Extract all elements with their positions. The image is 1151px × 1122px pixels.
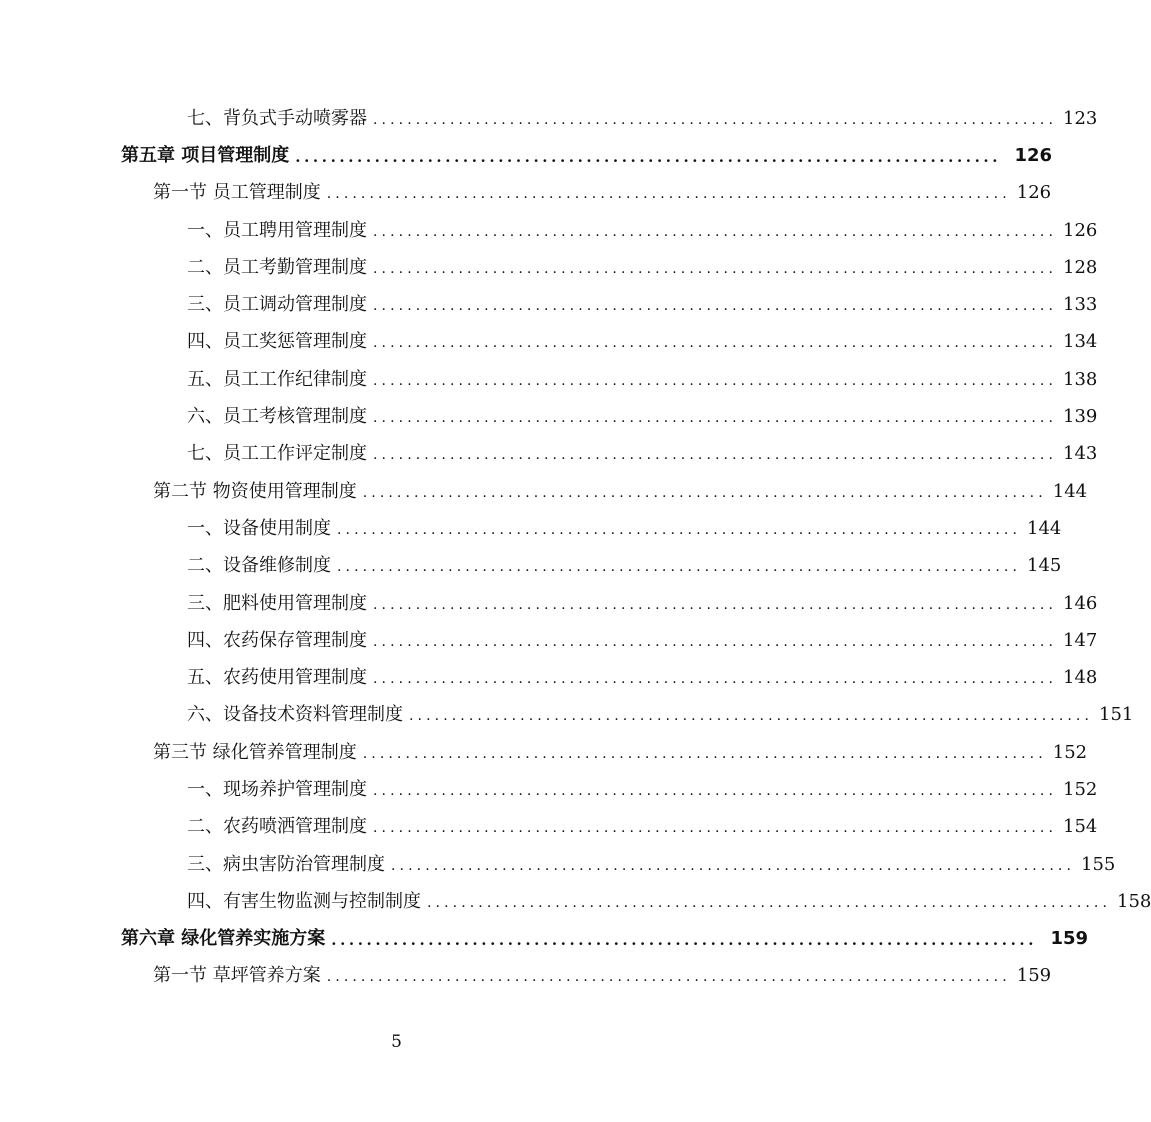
toc-entry-page-number: 133 [1063,294,1098,316]
toc-entry-title: 三、病虫害防治管理制度 [187,853,385,875]
toc-entry-item[interactable] [0,324,1098,361]
toc-entry-title: 四、有害生物监测与控制制度 [187,890,421,912]
toc-entry-page-number: 128 [1063,256,1098,278]
toc-leader-dots: ................................................................................ [373,820,1058,837]
toc-entry-title: 七、背负式手动喷雾器 [187,107,367,129]
toc-leader-dots: ................................................................................ [373,260,1058,277]
toc-entry-title: 七、员工工作评定制度 [187,443,367,465]
table-of-contents [0,100,1151,995]
toc-entry-item[interactable] [0,846,1116,883]
toc-entry-page-number: 144 [1027,517,1062,539]
toc-entry-title: 三、员工调动管理制度 [187,294,367,316]
toc-entry-page-number: 152 [1052,741,1088,763]
toc-entry-section[interactable] [0,734,1088,771]
toc-entry-page-number: 143 [1063,443,1098,465]
toc-entry-title: 第二节 物资使用管理制度 [153,480,357,502]
toc-entry-title: 四、农药保存管理制度 [187,629,367,651]
toc-entry-title: 六、设备技术资料管理制度 [187,704,403,726]
toc-entry-page-number: 138 [1063,368,1098,390]
toc-entry-section[interactable] [0,175,1052,212]
toc-entry-item[interactable] [0,622,1098,659]
toc-entry-page-number: 126 [1063,219,1098,241]
toc-entry-item[interactable] [0,548,1062,585]
toc-entry-item[interactable] [0,585,1098,622]
toc-entry-page-number: 134 [1063,331,1098,353]
toc-entry-chapter[interactable] [0,921,1089,958]
toc-entry-item[interactable] [0,100,1098,137]
toc-entry-title: 五、农药使用管理制度 [187,667,367,689]
toc-leader-dots: ................................................................................ [373,596,1058,613]
toc-entry-section[interactable] [0,473,1088,510]
toc-entry-page-number: 145 [1027,555,1062,577]
toc-leader-dots: ................................................................................ [295,147,1002,166]
toc-entry-item[interactable] [0,398,1098,435]
toc-entry-item[interactable] [0,883,1151,920]
toc-entry-title: 第三节 绿化管养管理制度 [153,741,357,763]
toc-leader-dots: ................................................................................ [409,708,1094,725]
toc-leader-dots: ................................................................................ [326,969,1011,986]
toc-leader-dots: ................................................................................ [331,931,1038,950]
toc-leader-dots: ................................................................................ [362,745,1047,762]
toc-leader-dots: ................................................................................ [362,484,1047,501]
toc-entry-page-number: 158 [1117,890,1151,912]
toc-entry-title: 一、员工聘用管理制度 [187,219,367,241]
toc-entry-item[interactable] [0,212,1098,249]
toc-entry-page-number: 159 [1050,928,1089,950]
toc-entry-title: 二、农药喷洒管理制度 [187,816,367,838]
toc-entry-page-number: 152 [1063,778,1098,800]
toc-entry-title: 六、员工考核管理制度 [187,406,367,428]
toc-entry-title: 第五章 项目管理制度 [121,144,290,166]
toc-entry-title: 第六章 绿化管养实施方案 [121,928,326,950]
toc-leader-dots: ................................................................................ [326,186,1011,203]
toc-entry-title: 一、设备使用制度 [187,517,331,539]
toc-entry-item[interactable] [0,809,1098,846]
toc-entry-item[interactable] [0,361,1098,398]
toc-entry-section[interactable] [0,958,1052,995]
toc-leader-dots: ................................................................................ [373,111,1058,128]
toc-entry-item[interactable] [0,697,1134,734]
toc-entry-page-number: 144 [1052,480,1088,502]
toc-entry-item[interactable] [0,286,1098,323]
toc-leader-dots: ................................................................................ [373,335,1058,352]
toc-entry-page-number: 126 [1016,182,1052,204]
toc-entry-item[interactable] [0,249,1098,286]
toc-entry-chapter[interactable] [0,137,1053,174]
toc-leader-dots: ................................................................................ [427,894,1112,911]
toc-entry-item[interactable] [0,659,1098,696]
toc-entry-page-number: 159 [1016,965,1052,987]
toc-leader-dots: ................................................................................ [373,633,1058,650]
toc-entry-item[interactable] [0,771,1098,808]
toc-entry-title: 三、肥料使用管理制度 [187,592,367,614]
toc-leader-dots: ................................................................................ [373,298,1058,315]
toc-leader-dots: ................................................................................ [373,447,1058,464]
toc-entry-title: 第一节 草坪管养方案 [153,965,321,987]
toc-leader-dots: ................................................................................ [373,671,1058,688]
toc-entry-item[interactable] [0,510,1062,547]
toc-entry-page-number: 126 [1014,144,1053,166]
toc-entry-title: 二、设备维修制度 [187,555,331,577]
toc-leader-dots: ................................................................................ [373,372,1058,389]
toc-leader-dots: ................................................................................ [373,782,1058,799]
toc-leader-dots: ................................................................................ [373,410,1058,427]
toc-entry-title: 第一节 员工管理制度 [153,182,321,204]
toc-entry-title: 五、员工工作纪律制度 [187,368,367,390]
toc-entry-title: 四、员工奖惩管理制度 [187,331,367,353]
toc-leader-dots: ................................................................................ [373,223,1058,240]
toc-entry-item[interactable] [0,436,1098,473]
toc-entry-title: 二、员工考勤管理制度 [187,256,367,278]
toc-entry-page-number: 147 [1063,629,1098,651]
toc-entry-page-number: 154 [1063,816,1098,838]
toc-entry-page-number: 148 [1063,667,1098,689]
toc-entry-page-number: 123 [1063,107,1098,129]
toc-entry-page-number: 155 [1081,853,1116,875]
toc-leader-dots: ................................................................................ [391,857,1076,874]
toc-entry-title: 一、现场养护管理制度 [187,778,367,800]
toc-leader-dots: ................................................................................ [337,521,1022,538]
toc-entry-page-number: 151 [1099,704,1134,726]
toc-entry-page-number: 146 [1063,592,1098,614]
toc-entry-page-number: 139 [1063,406,1098,428]
page-number: 5 [391,1032,402,1052]
toc-leader-dots: ................................................................................ [337,559,1022,576]
